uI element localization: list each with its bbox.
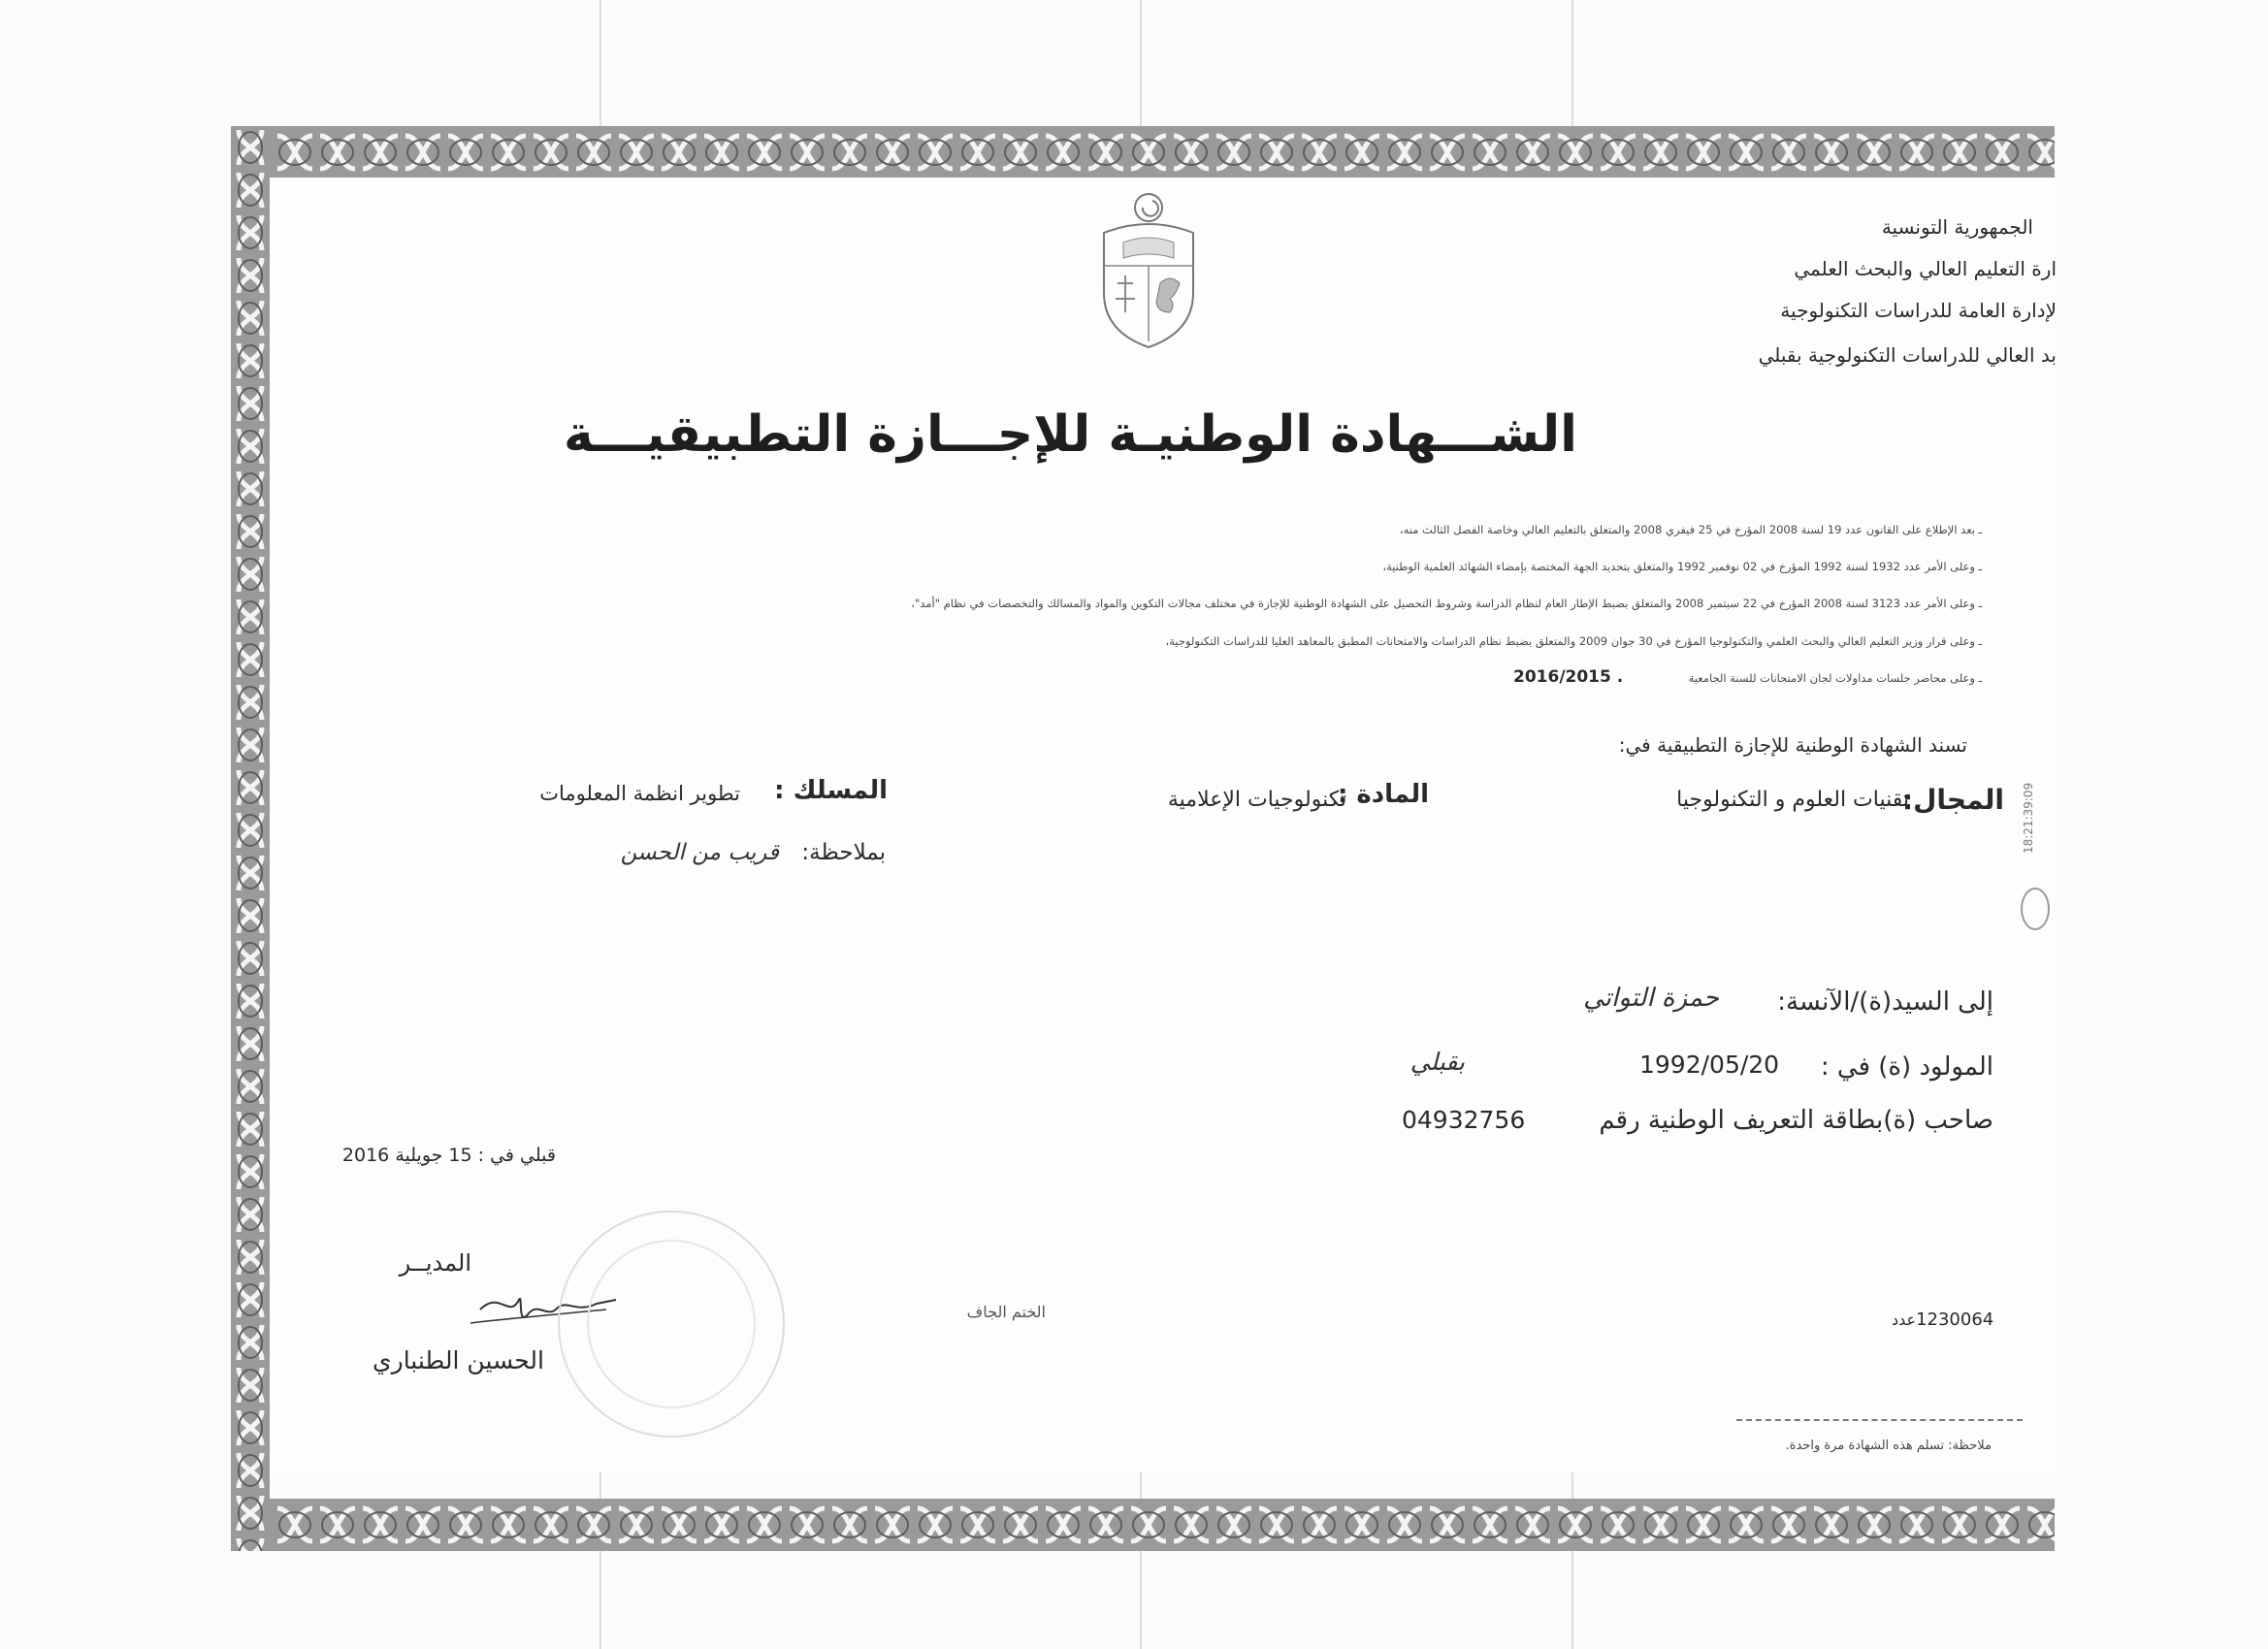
director-name: الحسين الطنباري bbox=[373, 1346, 544, 1374]
legal-clause: ـ وعلى الأمر عدد 1932 لسنة 1992 المؤرخ في 02 نوفمبر 1992 والمتعلق بتحديد الجهة المختصة بإمضاء الشهائد العلمية الوطنية، bbox=[1382, 560, 1982, 573]
birth-place: بقبلي bbox=[1409, 1048, 1465, 1076]
serial-number-value: 1230064 bbox=[1916, 1310, 1994, 1330]
dry-seal-inner bbox=[587, 1240, 756, 1408]
issue-place-date: قبلي في : 15 جويلية 2016 bbox=[341, 1145, 556, 1166]
ministry-name: ارة التعليم العالي والبحث العلمي bbox=[1794, 257, 2057, 280]
seal-label: الختم الجاف bbox=[966, 1303, 1046, 1321]
margin-seal-icon bbox=[2021, 888, 2050, 930]
serial-label: عدد bbox=[1892, 1310, 1917, 1329]
born-label: المولود (ة) في : bbox=[1820, 1052, 1993, 1082]
id-number: 04932756 bbox=[1402, 1106, 1526, 1134]
left-border bbox=[231, 126, 270, 1551]
academic-year: 2016/2015 . bbox=[1513, 667, 1624, 687]
footnote: ملاحظة: تسلم هذه الشهادة مرة واحدة. bbox=[1785, 1439, 1992, 1453]
margin-stamp: 18:21:39:09 bbox=[2022, 782, 2035, 854]
recipient-name: حمزة التواتي bbox=[1583, 984, 1719, 1013]
directorate-name: لإدارة العامة للدراسات التكنولوجية bbox=[1780, 299, 2057, 322]
top-border bbox=[231, 126, 2055, 178]
bottom-border bbox=[231, 1499, 2055, 1551]
legal-clause: ـ وعلى الأمر عدد 3123 لسنة 2008 المؤرخ في 22 سبتمبر 2008 والمتعلق بضبط الإطار العام لنظام الدراسة وشروط التحصيل على الشهادة الوطنية للإجازة في مختلف مجالات التكوين والمواد والمسالك والتخصصات في نظام "أمد"، bbox=[911, 597, 1982, 610]
institute-name: بد العالي للدراسات التكنولوجية بقبلي bbox=[1758, 343, 2057, 367]
page-title: الشـــهادة الوطنيـة للإجـــازة التطبيقيـــة bbox=[564, 405, 1577, 464]
legal-clause: ـ بعد الإطلاع على القانون عدد 19 لسنة 2008 المؤرخ في 25 فيفري 2008 والمتعلق بالتعليم العالي وخاصة الفصل الثالث منه، bbox=[1399, 523, 1982, 536]
domain-value: تقنيات العلوم و التكنولوجيا bbox=[1676, 788, 1909, 812]
mention-value: قريب من الحسن bbox=[620, 840, 779, 865]
legal-clause: ـ وعلى قرار وزير التعليم العالي والبحث العلمي والتكنولوجيا المؤرخ في 30 جوان 2009 والمتعلق بضبط نظام الدراسات والامتحانات المطبق بالمعاهد العليا للدراسات التكنولوجية، bbox=[1165, 634, 1982, 648]
track-value: تطوير انظمة المعلومات bbox=[539, 782, 740, 805]
certificate-body bbox=[270, 178, 2055, 1472]
id-label: صاحب (ة)بطاقة التعريف الوطنية رقم bbox=[1599, 1106, 1993, 1135]
subject-value: تكنولوجيات الإعلامية bbox=[1167, 788, 1346, 812]
director-title: المديــر bbox=[399, 1249, 471, 1277]
domain-label: المجال: bbox=[1901, 784, 2004, 816]
coat-of-arms-emblem bbox=[1094, 186, 1203, 351]
recipient-label: إلى السيد(ة)/الآنسة: bbox=[1777, 987, 1993, 1017]
footnote-divider bbox=[1736, 1419, 2023, 1421]
legal-clause: ـ وعلى محاضر جلسات مداولات لجان الامتحانات للسنة الجامعية bbox=[1688, 671, 1982, 685]
grant-intro: تسند الشهادة الوطنية للإجازة التطبيقية في: bbox=[1618, 733, 1967, 757]
birth-date: 1992/05/20 bbox=[1639, 1051, 1780, 1079]
serial-number bbox=[1892, 1310, 1993, 1330]
republic-name: الجمهورية التونسية bbox=[1881, 215, 2033, 239]
subject-label: المادة : bbox=[1337, 780, 1429, 809]
mention-label: بملاحظة: bbox=[801, 840, 886, 865]
track-label: المسلك : bbox=[774, 776, 888, 805]
